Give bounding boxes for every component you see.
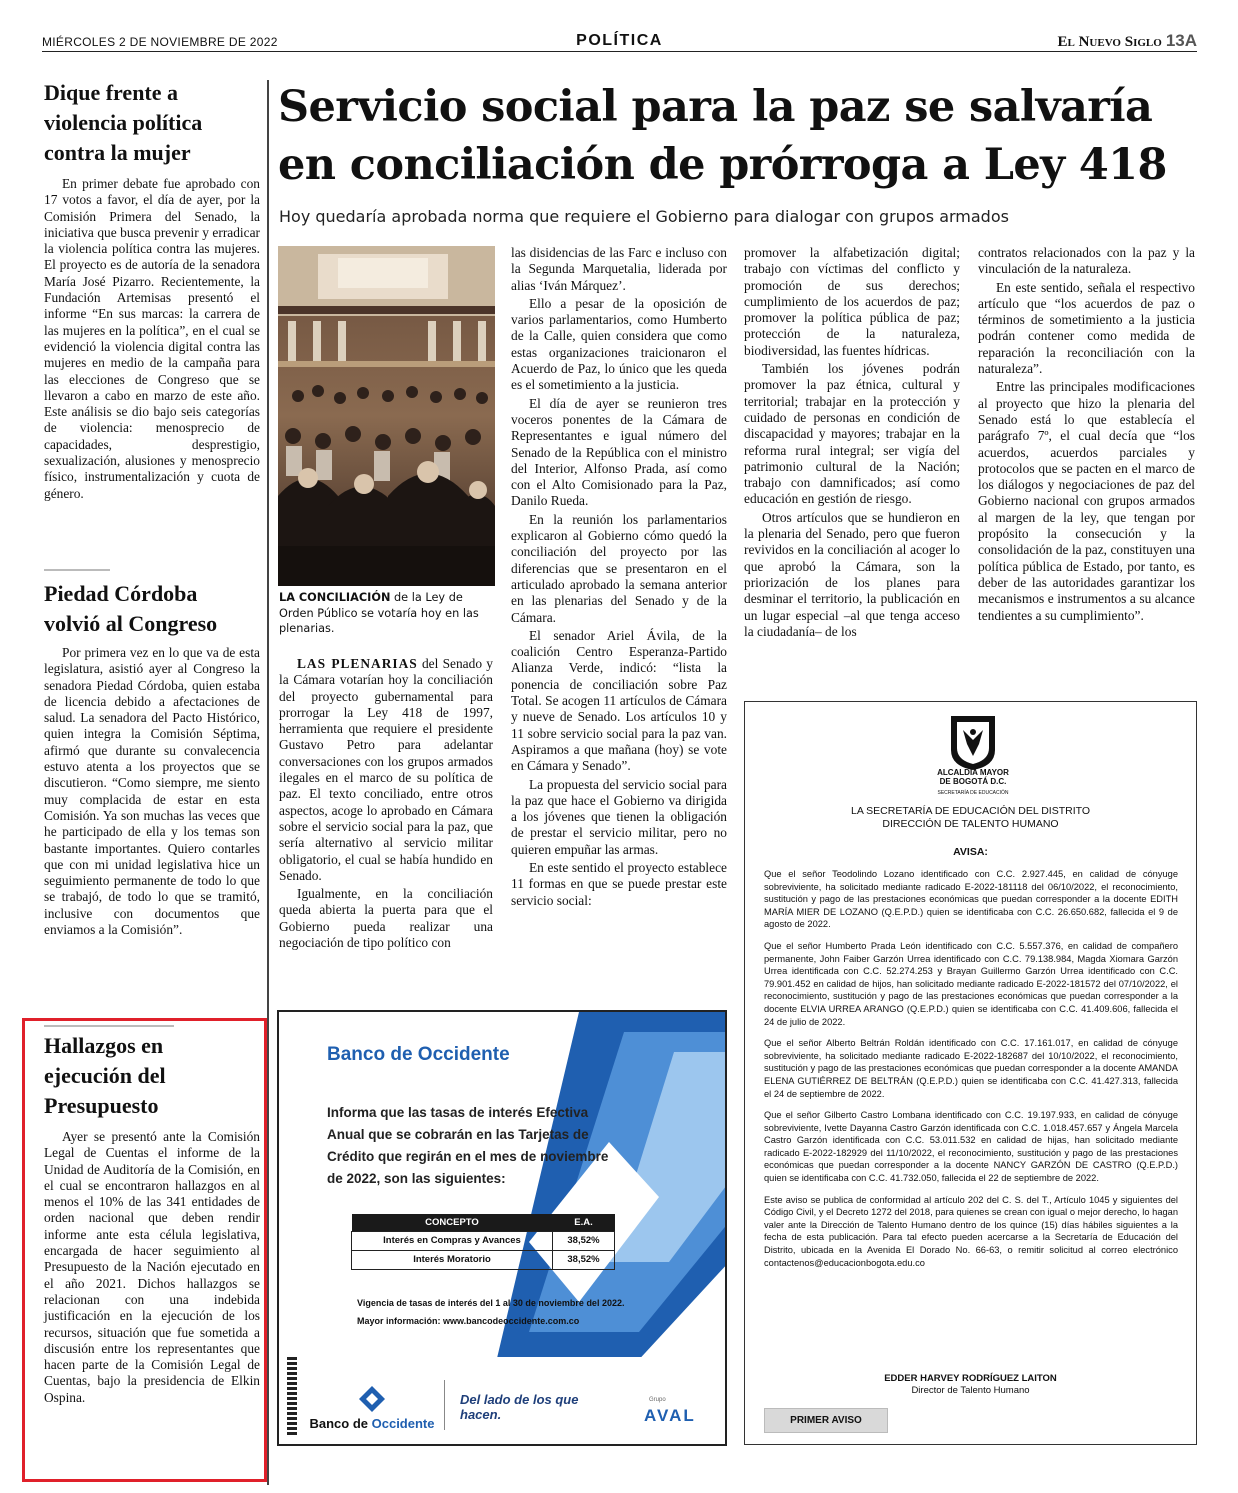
table-header: E.A. bbox=[553, 1214, 615, 1231]
headline-line: en conciliación de prórroga a Ley 418 bbox=[278, 140, 1167, 190]
barcode-strip bbox=[287, 1357, 297, 1437]
photo-caption bbox=[279, 590, 494, 637]
mayor-line: ALCALDÍA MAYOR bbox=[937, 768, 1009, 777]
lead-caps: LAS PLENARIAS bbox=[297, 656, 418, 671]
notice-avisa: AVISA: bbox=[953, 846, 988, 858]
article-paragraph: La propuesta del servicio social para la paz que hace el Gobierno va dirigida a los jóvenes que tienen la obligación de prestar el servicio militar, pero no quieren empuñar las armas. bbox=[511, 776, 727, 857]
brief-body: En primer debate fue aprobado con 17 votos a favor, el día de ayer, por la Comisión Primera del Senado, la iniciativa que busca prevenir y erradicar la violencia política contra las mujeres. El proyecto es de autoría de la senadora María José Pizarro. Recientemente, la Fundación Artemisas presentó el informe “En sus marcas: la carrera de las mujeres en la política”, en el cual se evidenció la violencia digital contra las mujeres en medio de la campaña para las elecciones de Congreso que se llevaron a cabo en marzo de este año. Este análisis se dio bajo seis categorías de violencia: menosprecio de capacidades, desprestigio, sexualización, alusiones y menosprecio físico, instrumentalización y cuota de género. bbox=[44, 176, 260, 501]
bank-brand: Banco de Occidente bbox=[327, 1044, 510, 1065]
table-cell: 38,52% bbox=[553, 1231, 615, 1250]
headline-line: Servicio social para la paz se salvaría bbox=[278, 82, 1153, 132]
notice-heading-line: LA SECRETARÍA DE EDUCACIÓN DEL DISTRITO bbox=[850, 805, 1091, 817]
bank-diamond-icon bbox=[359, 1386, 385, 1412]
divider bbox=[444, 1380, 445, 1430]
article-column-1 bbox=[279, 656, 493, 953]
first-notice-label: PRIMER AVISO bbox=[764, 1408, 888, 1433]
logo-text-b: Occidente bbox=[371, 1416, 435, 1431]
more-info-text: Mayor información: www.bancodeoccidente.com.co bbox=[357, 1316, 580, 1326]
education-notice bbox=[744, 701, 1197, 1445]
brief-2 bbox=[44, 579, 260, 938]
brief-title-line: ejecución del bbox=[44, 1063, 166, 1088]
group-small-label: Grupo bbox=[649, 1397, 666, 1403]
bank-announcement bbox=[327, 1102, 627, 1190]
article-paragraph: Entre las principales modificaciones al proyecto que hizo la plenaria del Senado está lo que establecía el parágrafo 7º, el cual decía que “los acuerdos, acuerdos parciales y protocolos que se pacten en el marco de los diálogos y negociaciones de paz del Gobierno nacional con grupos armados al margen de la ley, que tengan por propósito la consecución y la consolidación de la paz, constituyen una política pública de Estado, por tanto, es deber de las autoridades garantizar los mecanismos e instrumentos a su alcance tendientes a su cumplimiento”. bbox=[978, 379, 1195, 623]
article-paragraph: El senador Ariel Ávila, de la coalición Centro Esperanza-Partido Alianza Verde, indicó: “lista la ponencia de conciliación sobre Paz Total. Se acogen 11 artículos de Cámara y nueve de Senado. Los artículos 10 y 11 sobre servicio social para la paz van. Aspiramos a que mañana (hoy) se vote en Cámara y Senado”. bbox=[511, 627, 727, 774]
aval-logo: AVAL bbox=[644, 1406, 696, 1425]
article-column-4 bbox=[978, 245, 1195, 626]
article-paragraph bbox=[279, 656, 493, 884]
ad-text: que se cobrarán en las bbox=[364, 1127, 519, 1142]
logo-text-a: Banco de bbox=[309, 1416, 372, 1431]
paragraph-text: del Senado y la Cámara votarían hoy la conciliación del proyecto gubernamental para prorrogar la Ley 418 de 1997, herramienta que requiere el presidente Gustavo Petro para adelantar conversaciones con los grupos armados ilegales en el marco de su política de paz. El texto conciliado, entre otros aspectos, acoge lo aprobado en Cámara sobre el servicio social para la paz, que sería alternativo al servicio militar obligatorio, el cual se había hundido en Senado. bbox=[279, 656, 493, 883]
article-paragraph: En la reunión los parlamentarios explicaron al Gobierno cómo quedó la conciliación del proyecto por las diferencias que se presentaron en el articulado aprobado la semana anterior en las plenarias del Senado y de la Cámara. bbox=[511, 511, 727, 625]
paper-name: El Nuevo Siglo bbox=[1057, 34, 1162, 50]
article-paragraph: En este sentido el proyecto establece 11 formas en que se puede prestar este servicio social: bbox=[511, 859, 727, 908]
article-paragraph: En este sentido, señala el respectivo artículo que “los acuerdos de paz o términos de sometimiento a la justicia podrán contener como medida de reparación la reconciliación con la naturaleza”. bbox=[978, 279, 1195, 377]
mayor-subtitle: SECRETARÍA DE EDUCACIÓN bbox=[937, 790, 1009, 796]
brief-title-line: volvió al Congreso bbox=[44, 611, 218, 636]
masthead bbox=[42, 30, 1197, 52]
table-row bbox=[352, 1231, 615, 1250]
brief-1 bbox=[44, 78, 260, 502]
notice-heading bbox=[745, 805, 1196, 831]
brief-body: Ayer se presentó ante la Comisión Legal de Cuentas el informe de la Unidad de Auditoría de la Comisión, en el cual se encontraron hallazgos en al menos el 10% de las 341 entidades de orden nacional que deben rendir informe ante esta célula legislativa, encargada de hacer seguimiento al Presupuesto de la Nación ejecutado en el año 2021. Dichos hallazgos se relacionan con una indebida justificación en la ejecución de los recursos, situación que fue sometida a discusión entre los representantes que hacen parte de la Comisión Legal de Cuentas, bajo la presidencia de Elkin Ospina. bbox=[44, 1129, 260, 1405]
divider bbox=[44, 569, 110, 571]
article-paragraph: contratos relacionados con la paz y la vinculación de la naturaleza. bbox=[978, 245, 1195, 277]
highlight-box bbox=[22, 1018, 267, 1482]
notice-paragraph: Que el señor Teodolindo Lozano identificado con C.C. 2.927.445, en calidad de cónyuge sobreviviente, ha solicitado mediante radicado E-2022-181118 del 06/10/2022, el reconocimiento, sustitución y pago de las prestaciones económicas que puedan corresponder a la docente EDITH MARÍA MIER DE LOZANO (Q.E.P.D.) quien se identificaba con C.C. 26.650.682, fallecida el 9 de agosto de 2022. bbox=[764, 869, 1178, 930]
caption-lead: LA CONCILIACIÓN bbox=[279, 591, 391, 604]
section-name: POLÍTICA bbox=[576, 32, 663, 49]
table-cell: Interés Moratorio bbox=[352, 1250, 553, 1269]
table-header-row bbox=[352, 1214, 615, 1231]
bank-slogan: Del lado de los que hacen. bbox=[460, 1392, 579, 1422]
article-headline bbox=[278, 78, 1198, 194]
column-rule bbox=[267, 80, 269, 1485]
brief-title-line: violencia política bbox=[44, 110, 203, 135]
bank-footer-logo bbox=[307, 1386, 437, 1431]
ad-text: que regirán en el mes de bbox=[374, 1149, 541, 1164]
brief-title-line: Piedad Córdoba bbox=[44, 581, 198, 606]
article-paragraph: promover la alfabetización digital; trabajo con víctimas del conflicto y promoción de sus derechos; cumplimiento de los acuerdos de paz; promover la política pública de paz; protección de la naturaleza, biodiversidad, las fuentes hídricas. bbox=[744, 245, 960, 358]
brief-title bbox=[44, 579, 260, 639]
notice-body bbox=[764, 868, 1178, 1278]
article-column-3 bbox=[744, 245, 960, 642]
signer-name: EDDER HARVEY RODRÍGUEZ LAITON bbox=[884, 1373, 1057, 1384]
bogota-coat-of-arms-icon bbox=[949, 714, 997, 772]
mayor-line: DE BOGOTÁ D.C. bbox=[939, 777, 1007, 786]
mayor-office bbox=[895, 768, 1051, 786]
article-deck: Hoy quedaría aprobada norma que requiere el Gobierno para dialogar con grupos armados bbox=[279, 207, 1009, 226]
notice-paragraph: Que el señor Humberto Prada León identificado con C.C. 5.557.376, en calidad de compañero permanente, John Faiber Garzón Urrea identificado con C.C. 79.138.984, Magda Xiomara Garzón Urrea identificada con C.C. 52.274.253 y Brayan Guillermo Garzón Urrea identificado con C.C. 79.901.452 en calidad de hijos, han solicitado mediante radicado E-2022-181572 del 07/10/2022, el reconocimiento, sustitución y pago de las prestaciones económicas que puedan corresponder a la docente ELVIA URREA ARANGO (Q.E.P.D.) quien se identificaba con C.C. 41.409.606, fallecida el 24 de julio de 2022. bbox=[764, 940, 1178, 1027]
table-row bbox=[352, 1250, 615, 1269]
article-paragraph: También los jóvenes podrán promover la paz étnica, cultural y territorial; trabajar en la protección y cuidado de personas en condición de discapacidad y mayores; trabajar en la reforma rural integral; ser vigía del patrimonio cultural de la Nación; trabajo con damnificados; así como educación en gestión de riesgo. bbox=[744, 361, 960, 507]
bank-advertisement bbox=[277, 1010, 727, 1446]
brief-title-line: contra la mujer bbox=[44, 140, 191, 165]
ad-text: noviembre de 2022 bbox=[327, 1149, 609, 1186]
page-number: 13A bbox=[1165, 31, 1197, 50]
ad-text: Tarjetas de Crédito bbox=[327, 1127, 589, 1164]
ad-text: Informa que las bbox=[327, 1105, 431, 1120]
table-cell: 38,52% bbox=[553, 1250, 615, 1269]
notice-signature bbox=[745, 1373, 1196, 1397]
article-paragraph: Igualmente, en la conciliación queda abierta la puerta para que el Gobierno pueda realizar una negociación de tipo político con bbox=[279, 886, 493, 951]
caption-text: de la Ley de Orden Público se votaría hoy en las plenarias. bbox=[279, 591, 479, 636]
table-header: CONCEPTO bbox=[352, 1214, 553, 1231]
table-cell: Interés en Compras y Avances bbox=[352, 1231, 553, 1250]
brief-title-line: Dique frente a bbox=[44, 80, 179, 105]
brief-title bbox=[44, 78, 260, 168]
notice-paragraph: Este aviso se publica de conformidad al artículo 202 del C. S. del T., Artículo 1045 y siguientes del Código Civil, y el Decreto 1272 del 2018, para quienes se crean con igual o mejor derecho, lo hagan valer ante la Dirección de Talento Humano dentro de los quince (15) días hábiles siguientes a la fecha de esta publicación. Para tal efecto pueden acercarse a la Secretaría de Educación del Distrito, ubicada en la Avenida El Dorado No. 66-63, o remitir solicitud al correo electrónico contactenos@educacionbogota.edu.co bbox=[764, 1194, 1178, 1268]
issue-date: MIÉRCOLES 2 DE NOVIEMBRE DE 2022 bbox=[42, 35, 278, 49]
ad-text: tasas de interés Efectiva Anual bbox=[327, 1105, 589, 1142]
article-paragraph: El día de ayer se reunieron tres voceros ponentes de la Cámara de Representantes e igual número del Senado de la República con el ministro del Interior, Alfonso Prada, así como con el Alto Comisionado para la Paz, Danilo Rueda. bbox=[511, 395, 727, 509]
brief-title-line: Hallazgos en bbox=[44, 1033, 164, 1058]
paper-brand bbox=[1058, 31, 1198, 51]
notice-paragraph: Que el señor Gilberto Castro Lombana identificado con C.C. 19.197.933, en calidad de cónyuge sobreviviente, Ivette Dayanna Castro Garzón identificada con C.C. 1.018.457.657 y Ángela Marcela Castro Garzón identificada con C.C. 53.011.532 en calidad de hijas, han solicitado mediante radicado E-2022-182929 del 11/10/2022, el reconocimiento, sustitución y pago de las prestaciones económicas que puedan corresponder a la docente NANCY GARZÓN DE CASTRO (Q.E.P.D.) quien se identificaba con C.C. 41.732.050, fallecida el 22 de septiembre de 2022. bbox=[764, 1110, 1178, 1184]
ad-text: , son las siguientes: bbox=[376, 1171, 506, 1186]
notice-paragraph: Que el señor Alberto Beltrán Roldán identificado con C.C. 17.161.017, en calidad de cónyuge sobreviviente, ha solicitado mediante radicado E-2022-182687 del 10/10/2022, el reconocimiento, sustitución y pago de las prestaciones económicas que puedan corresponder a la docente AMANDA ELENA GUTIÉRREZ DE BELTRÁN (Q.E.P.D.) quien se identificaba con C.C. 41.427.313, fallecida el 24 de septiembre de 2022. bbox=[764, 1038, 1178, 1099]
article-paragraph: Ello a pesar de la oposición de varios parlamentarios, como Humberto de la Calle, quien considera que como estas organizaciones traicionaron el Acuerdo de Paz, lo único que les queda es el sometimiento a la justicia. bbox=[511, 295, 727, 393]
notice-heading-line: DIRECCIÓN DE TALENTO HUMANO bbox=[882, 818, 1059, 830]
article-paragraph: Otros artículos que se hundieron en la plenaria del Senado, pero que fueron revividos en la conciliación al acoger lo que aprobó la Cámara, son la priorización de los planes para desminar el territorio, la publicación en un lugar especial –al que tenga acceso la ciudadanía– de los bbox=[744, 509, 960, 639]
brief-title-line: Presupuesto bbox=[44, 1093, 159, 1118]
brief-body: Por primera vez en lo que va de esta legislatura, asistió ayer al Congreso la senadora Piedad Córdoba, quien estaba de licencia debido a afectaciones de salud. La senadora del Pacto Histórico, quien integra la Comisión Séptima, afirmó que durante su convalecencia estuvo atenta a los proyectos que se discutieron. “Como siempre, me siento muy complacida de estar en esta Comisión. Ya son muchas las veces que he participado de ella y los temas son bastante importantes. Quiero contarles que con mi unidad legislativa hice un seguimiento permanente de todo lo que se trabajó, de todo lo que se tramitó, inclusive con documentos que enviamos a la Comisión”. bbox=[44, 645, 260, 938]
congress-photo-graphic bbox=[278, 246, 495, 586]
article-column-2 bbox=[511, 245, 727, 911]
rates-table bbox=[351, 1214, 615, 1270]
signer-title: Director de Talento Humano bbox=[911, 1385, 1030, 1396]
validity-text: Vigencia de tasas de interés del 1 al 30 de noviembre del 2022. bbox=[357, 1298, 625, 1308]
article-paragraph: las disidencias de las Farc e incluso con la Segunda Marquetalia, liderada por alias ‘Iván Márquez’. bbox=[511, 245, 727, 293]
bank-validity bbox=[357, 1294, 657, 1330]
congress-photo bbox=[278, 246, 495, 586]
